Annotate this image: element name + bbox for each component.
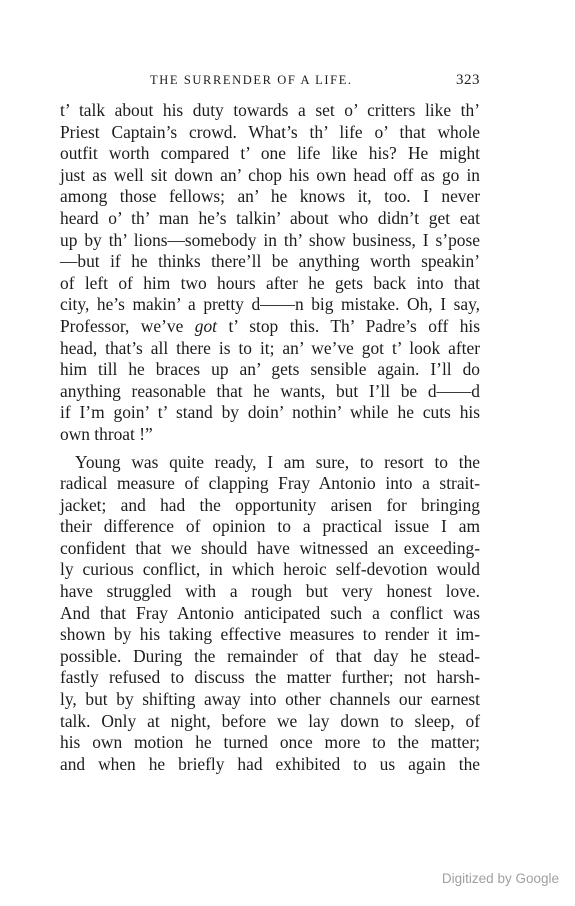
text-line: Priest Captain’s crowd. What’s th’ life o’ that whole <box>60 121 480 142</box>
text-line: talk. Only at night, before we lay down to sleep, of <box>60 710 480 731</box>
text-line <box>60 316 480 338</box>
emphasis-word: got <box>194 315 217 336</box>
text-line: confident that we should have witnessed an exceeding- <box>60 537 480 558</box>
text-line: head, that’s all there is to it; an’ we’ve got t’ look after <box>60 337 480 358</box>
body-text <box>60 100 480 775</box>
text-run: Professor, we’ve <box>60 315 195 336</box>
running-title: THE SURRENDER OF A LIFE. <box>150 73 353 87</box>
text-line: And that Fray Antonio anticipated such a conflict was <box>60 602 480 623</box>
text-line: his own motion he turned once more to the matter; <box>60 732 480 753</box>
text-line: t’ talk about his duty towards a set o’ critters like th’ <box>60 100 480 120</box>
text-line: jacket; and had the opportunity arisen for bringing <box>60 494 480 515</box>
text-line: shown by his taking effective measures to render it im- <box>60 624 480 645</box>
text-line: up by th’ lions—somebody in th’ show business, I s’pose <box>60 229 480 250</box>
text-line: anything reasonable that he wants, but I’ll be d——d <box>60 380 480 401</box>
text-line: of left of him two hours after he gets back into that <box>60 272 480 293</box>
text-line: ly curious conflict, in which heroic self-devotion would <box>60 559 480 580</box>
text-line: have struggled with a rough but very honest love. <box>60 581 480 602</box>
text-line: their difference of opinion to a practical issue I am <box>60 516 480 537</box>
text-line: —but if he thinks there’ll be anything worth speakin’ <box>60 251 480 272</box>
text-line: outfit worth compared t’ one life like his? He might <box>60 143 480 164</box>
text-run: t’ stop this. Th’ Padre’s off his <box>217 315 481 336</box>
text-line: if I’m goin’ t’ stand by doin’ nothin’ while he cuts his <box>60 402 480 423</box>
text-line: fastly refused to discuss the matter further; not harsh- <box>60 667 480 688</box>
text-line: heard o’ th’ man he’s talkin’ about who didn’t get eat <box>60 207 480 228</box>
text-line: Young was quite ready, I am sure, to resort to the <box>75 451 480 472</box>
text-line: just as well sit down an’ chop his own head off as go in <box>60 164 480 185</box>
page-number: 323 <box>456 72 480 88</box>
text-line: ly, but by shifting away into other channels our earnest <box>60 689 480 710</box>
text-line: among those fellows; an’ he knows it, too. I never <box>60 186 480 207</box>
digitized-watermark: Digitized by Google <box>441 871 559 886</box>
text-line: city, he’s makin’ a pretty d——n big mistake. Oh, I say, <box>60 294 480 315</box>
text-line: own throat !” <box>60 423 153 444</box>
text-line: him till he braces up an’ gets sensible again. I’ll do <box>60 359 480 380</box>
running-header <box>60 73 480 93</box>
text-line: possible. During the remainder of that day he stead- <box>60 645 480 666</box>
text-line: radical measure of clapping Fray Antonio into a strait- <box>60 473 480 494</box>
text-line: and when he briefly had exhibited to us again the <box>60 753 480 774</box>
